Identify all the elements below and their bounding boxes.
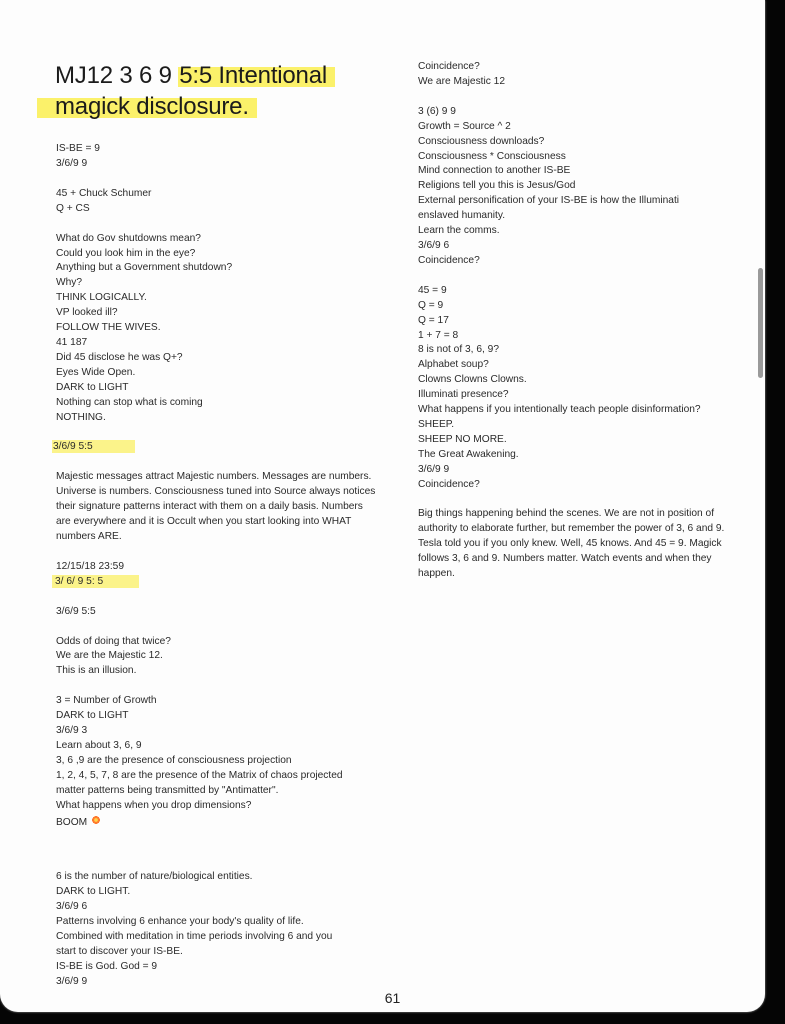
text-line: This is an illusion. bbox=[56, 665, 137, 677]
text-line: Clowns Clowns Clowns. bbox=[418, 374, 527, 386]
text-block bbox=[56, 635, 376, 680]
text-line: Religions tell you this is Jesus/God bbox=[418, 180, 576, 192]
text-line: 3/6/9 9 bbox=[418, 463, 450, 475]
text-line: Learn the comms. bbox=[418, 225, 500, 237]
text-line: DARK to LIGHT bbox=[56, 381, 129, 393]
text-block bbox=[56, 142, 376, 172]
text-line: DARK to LIGHT bbox=[56, 710, 129, 722]
title-line-2 bbox=[55, 91, 376, 122]
text-line: FOLLOW THE WIVES. bbox=[56, 322, 161, 334]
title-plain: MJ12 3 6 9 bbox=[55, 62, 179, 89]
big-things-paragraph bbox=[418, 507, 750, 582]
text-line: VP looked ill? bbox=[56, 307, 118, 319]
text-line: 3/6/9 5:5 bbox=[56, 605, 96, 617]
text-line: enslaved humanity. bbox=[418, 210, 506, 222]
title-highlight-2: magick disclosure. bbox=[37, 93, 257, 120]
text-line: We are Majestic 12 bbox=[418, 75, 506, 87]
text-line: 3/6/9 6 bbox=[418, 239, 450, 251]
text-block bbox=[56, 187, 376, 217]
timestamp-block bbox=[56, 560, 376, 590]
text-line: Q + CS bbox=[56, 202, 90, 214]
text-line: The Great Awakening. bbox=[418, 448, 519, 460]
page-number: 61 bbox=[384, 990, 401, 1006]
highlight-line-2 bbox=[56, 575, 376, 590]
boom-block bbox=[56, 814, 376, 831]
scrollbar-thumb[interactable] bbox=[758, 268, 763, 378]
timestamp: 12/15/18 23:59 bbox=[56, 560, 124, 572]
text-line: 3/6/9 9 bbox=[56, 157, 88, 169]
left-text-blocks bbox=[56, 142, 376, 425]
left-column bbox=[53, 60, 376, 1005]
text-line: Mind connection to another IS-BE bbox=[418, 165, 571, 177]
paragraph-text: Majestic messages attract Majestic numbers. Messages are numbers. Universe is numbers. Consciousness tuned into Source always notices their signature patterns interact with them on a daily basis. Numbers are everywhere and it is Occult when you start looking into WHAT numbers ARE. bbox=[56, 471, 376, 542]
text-line: SHEEP NO MORE. bbox=[418, 433, 507, 445]
text-line: What happens when you drop dimensions? bbox=[56, 799, 252, 811]
text-line: 45 + Chuck Schumer bbox=[56, 187, 152, 199]
text-line: Coincidence? bbox=[418, 61, 480, 72]
text-line: 3/6/9 9 bbox=[56, 975, 88, 987]
text-line: We are the Majestic 12. bbox=[56, 650, 163, 662]
text-line: Combined with meditation in time periods involving 6 and you bbox=[56, 931, 333, 943]
text-line: THINK LOGICALLY. bbox=[56, 292, 147, 304]
text-line: Eyes Wide Open. bbox=[56, 366, 136, 378]
text-line: 8 is not of 3, 6, 9? bbox=[418, 344, 499, 356]
text-line: 3/6/9 6 bbox=[56, 901, 88, 913]
text-line: 41 187 bbox=[56, 336, 88, 348]
text-block bbox=[56, 694, 376, 813]
text-line: SHEEP. bbox=[418, 418, 455, 430]
title-line-1 bbox=[55, 60, 376, 91]
text-block bbox=[56, 232, 376, 426]
text-line: 1 + 7 = 8 bbox=[418, 329, 459, 341]
text-line: 6 is the number of nature/biological entities. bbox=[56, 871, 253, 883]
highlighted-spaced-369: 3/ 6/ 9 5: 5 bbox=[52, 575, 139, 588]
text-line: NOTHING. bbox=[56, 411, 106, 423]
text-block bbox=[56, 870, 376, 989]
left-text-blocks-2 bbox=[56, 635, 376, 814]
text-line: Did 45 disclose he was Q+? bbox=[56, 351, 183, 363]
text-line: What do Gov shutdowns mean? bbox=[56, 232, 201, 244]
text-line: Could you look him in the eye? bbox=[56, 247, 196, 259]
text-line: Odds of doing that twice? bbox=[56, 635, 171, 647]
right-column bbox=[418, 60, 750, 597]
text-line: 3, 6 ,9 are the presence of consciousness projection bbox=[56, 754, 292, 766]
text-line: IS-BE = 9 bbox=[56, 143, 100, 154]
text-line: 3 (6) 9 9 bbox=[418, 105, 456, 117]
text-line: 3/6/9 3 bbox=[56, 725, 88, 737]
text-line: What happens if you intentionally teach people disinformation? bbox=[418, 404, 701, 416]
text-line: 45 = 9 bbox=[418, 284, 447, 296]
text-line: Coincidence? bbox=[418, 254, 480, 266]
highlighted-369-55: 3/6/9 5:5 bbox=[52, 440, 135, 453]
number-six-block bbox=[56, 870, 376, 989]
text-block bbox=[418, 105, 750, 269]
boom-text: BOOM bbox=[56, 816, 88, 828]
text-line: matter patterns being transmitted by "Antimatter". bbox=[56, 784, 279, 796]
title-highlight: 5:5 Intentional bbox=[178, 62, 335, 89]
text-line: External personification of your IS-BE is how the Illuminati bbox=[418, 195, 680, 207]
text-line: Illuminati presence? bbox=[418, 389, 509, 401]
text-line: Q = 17 bbox=[418, 314, 449, 326]
text-block bbox=[418, 284, 750, 493]
text-line: Growth = Source ^ 2 bbox=[418, 120, 511, 132]
majestic-paragraph bbox=[56, 470, 376, 545]
text-line: DARK to LIGHT. bbox=[56, 886, 131, 898]
text-line: Learn about 3, 6, 9 bbox=[56, 740, 142, 751]
collision-emoji-icon bbox=[90, 814, 102, 826]
right-text-blocks bbox=[418, 60, 750, 492]
text-line: Why? bbox=[56, 277, 83, 289]
text-line: Coincidence? bbox=[418, 478, 480, 490]
text-line: Anything but a Government shutdown? bbox=[56, 262, 233, 274]
text-line: Patterns involving 6 enhance your body's quality of life. bbox=[56, 916, 304, 928]
boom-line bbox=[56, 814, 376, 831]
text-line: Q = 9 bbox=[418, 299, 444, 311]
text-block bbox=[418, 60, 750, 90]
line-355-block bbox=[56, 605, 376, 620]
text-line: Alphabet soup? bbox=[418, 359, 489, 371]
highlight-block-1 bbox=[53, 440, 376, 455]
text-line: IS-BE is God. God = 9 bbox=[56, 960, 158, 972]
text-line: Consciousness downloads? bbox=[418, 135, 545, 147]
paragraph-text: Big things happening behind the scenes. We are not in position of authority to elaborate further, but remember the power of 3, 6 and 9. Tesla told you if you only knew. Well, 45 knows. And 45 = 9. Magick follows 3, 6 and 9. Numbers matter. Watch events and when they happen. bbox=[418, 508, 725, 580]
text-line: start to discover your IS-BE. bbox=[56, 945, 183, 957]
text-line: Nothing can stop what is coming bbox=[56, 396, 203, 408]
text-line: Consciousness * Consciousness bbox=[418, 150, 566, 162]
text-line: 3 = Number of Growth bbox=[56, 695, 157, 707]
page-title bbox=[55, 60, 376, 122]
text-line: 1, 2, 4, 5, 7, 8 are the presence of the Matrix of chaos projected bbox=[56, 769, 343, 781]
